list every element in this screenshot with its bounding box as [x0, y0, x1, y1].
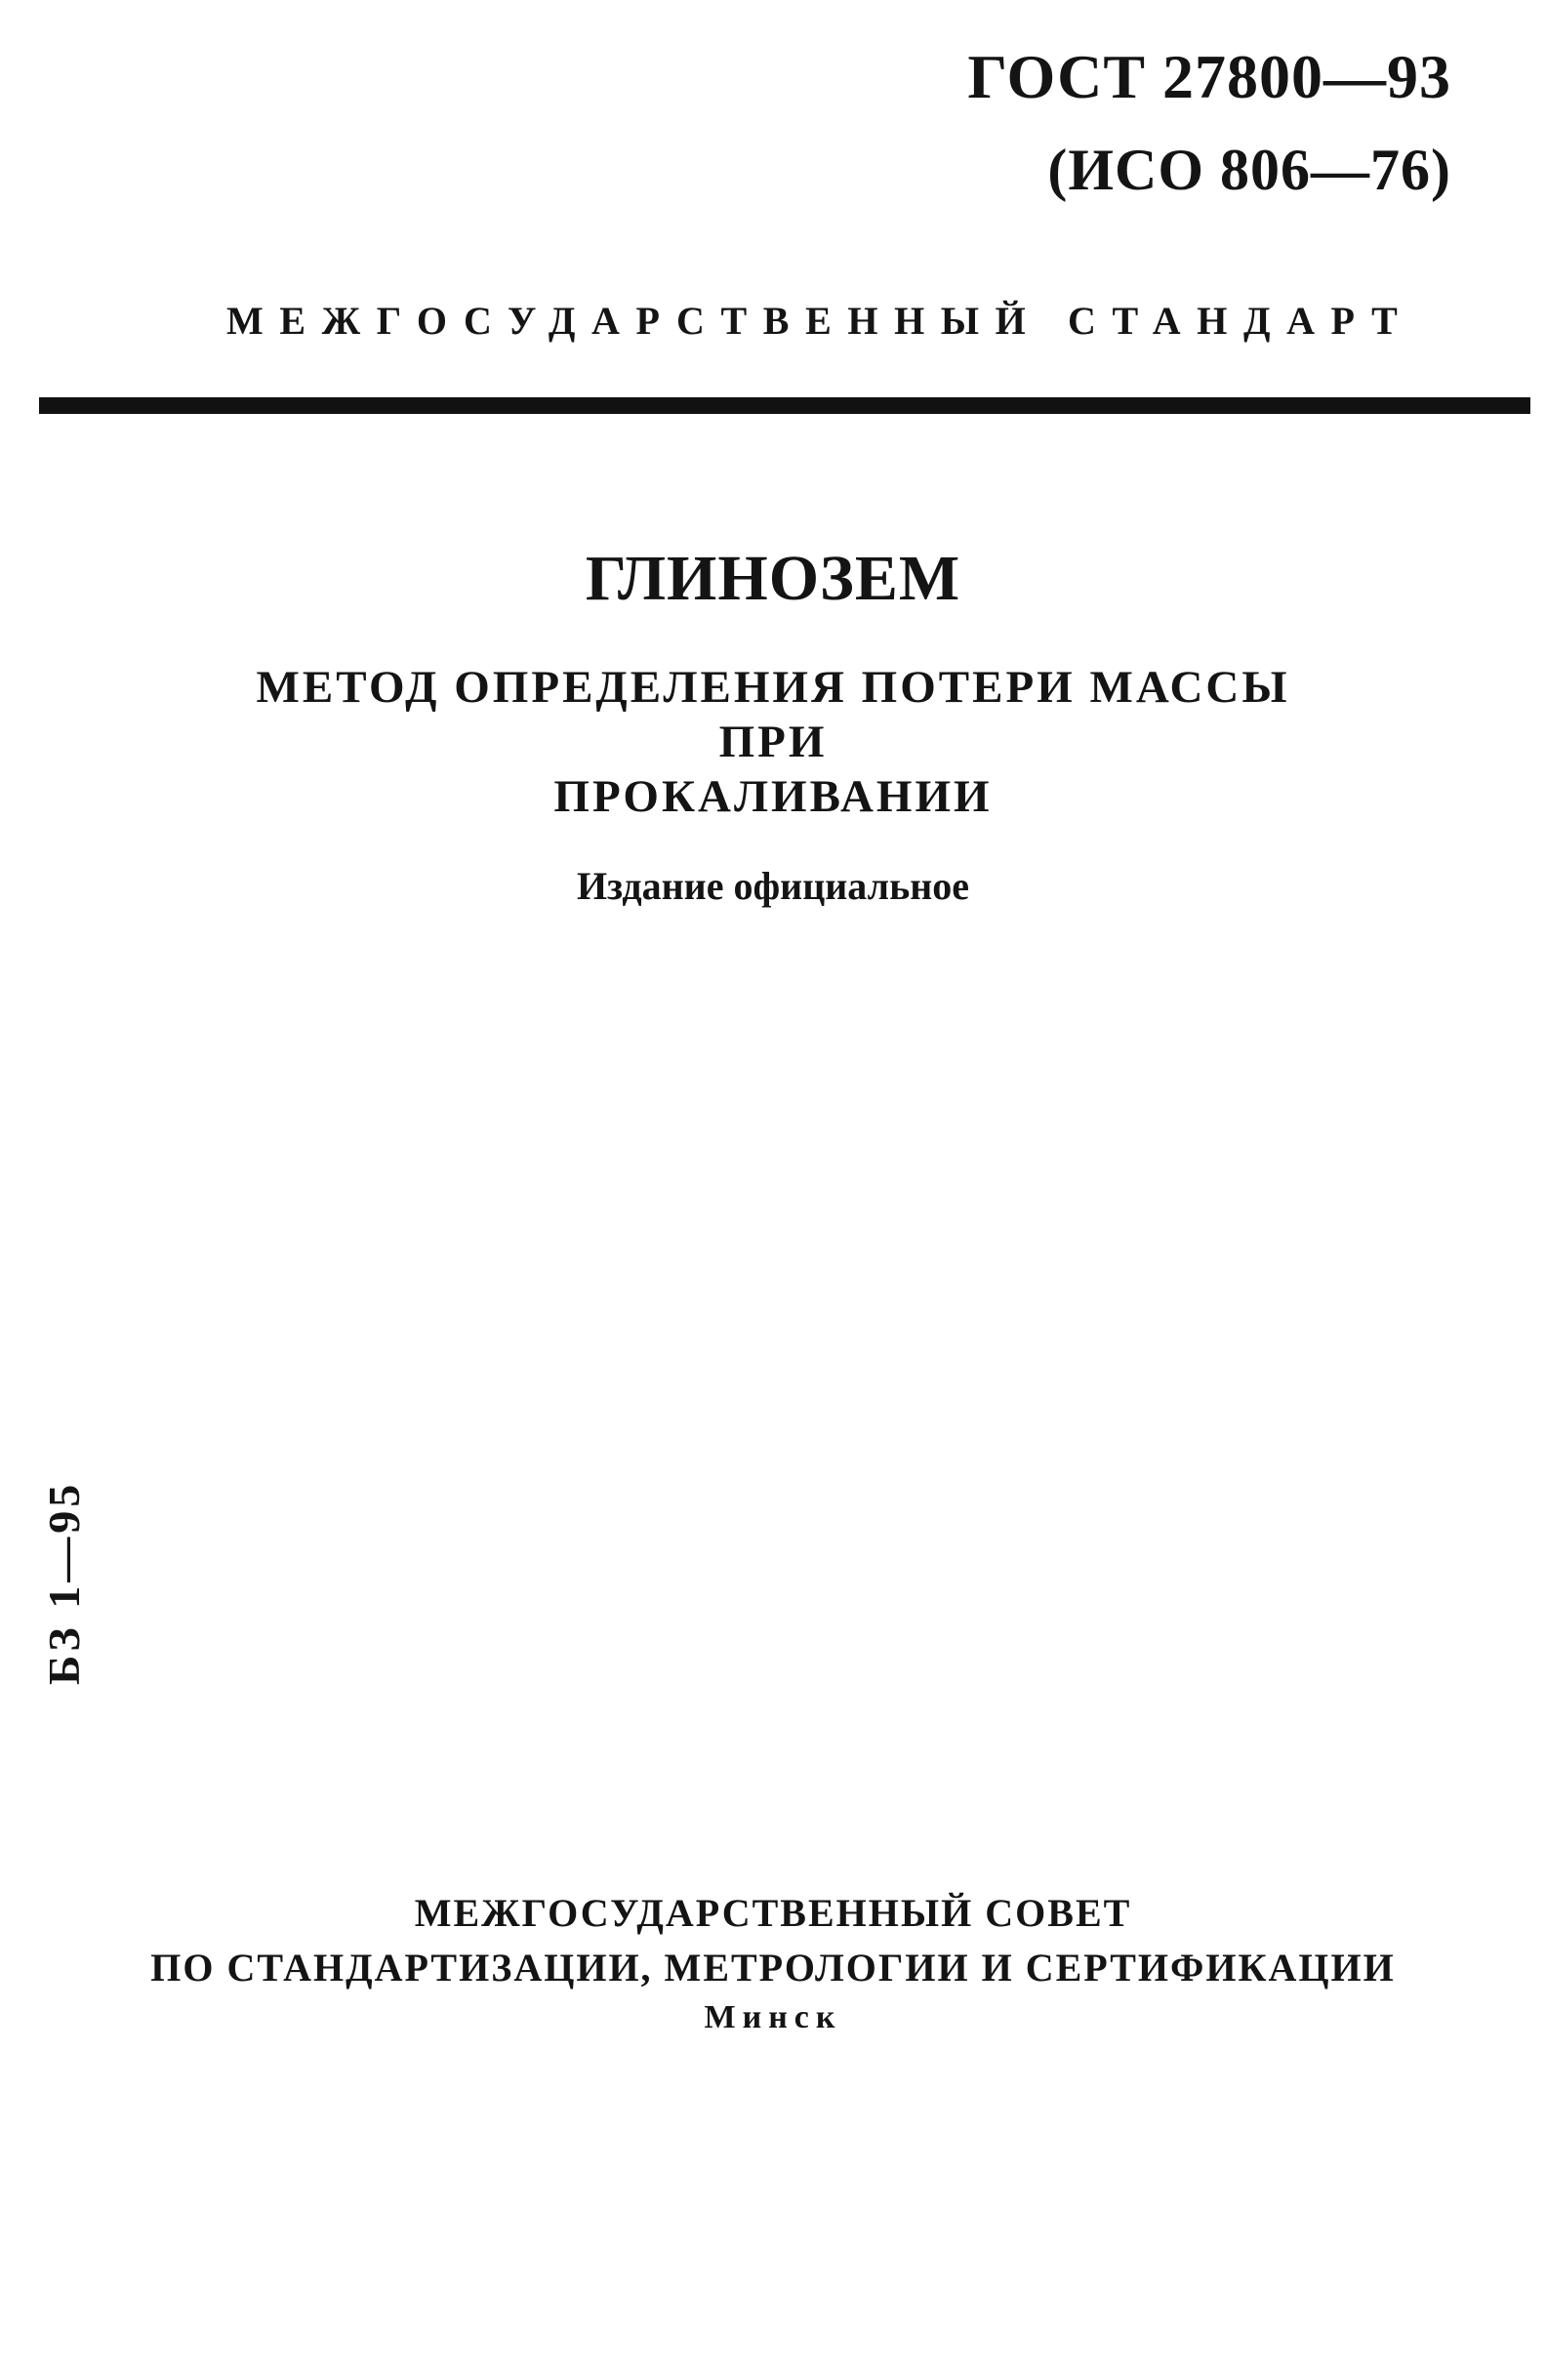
side-code: БЗ 1—95 — [39, 1480, 89, 1685]
publisher-block — [0, 1886, 1546, 1995]
standard-number: ГОСТ 27800—93 — [967, 42, 1451, 111]
iso-reference: (ИСО 806—76) — [1047, 138, 1451, 202]
publisher-line-1: МЕЖГОСУДАРСТВЕННЫЙ СОВЕТ — [414, 1891, 1132, 1935]
document-title: ГЛИНОЗЕМ — [585, 543, 961, 614]
subtitle-line-2: ПРОКАЛИВАНИИ — [553, 771, 993, 822]
publisher-city: Минск — [704, 1999, 842, 2035]
header-rule — [39, 397, 1530, 414]
subtitle-line-1: МЕТОД ОПРЕДЕЛЕНИЯ ПОТЕРИ МАССЫ ПРИ — [256, 662, 1290, 767]
standard-category: МЕЖГОСУДАРСТВЕННЫЙ СТАНДАРТ — [226, 299, 1414, 343]
publisher-line-2: ПО СТАНДАРТИЗАЦИИ, МЕТРОЛОГИИ И СЕРТИФИКАЦИИ — [150, 1946, 1396, 1990]
edition-label: Издание официальное — [576, 864, 970, 908]
document-subtitle — [195, 660, 1351, 824]
